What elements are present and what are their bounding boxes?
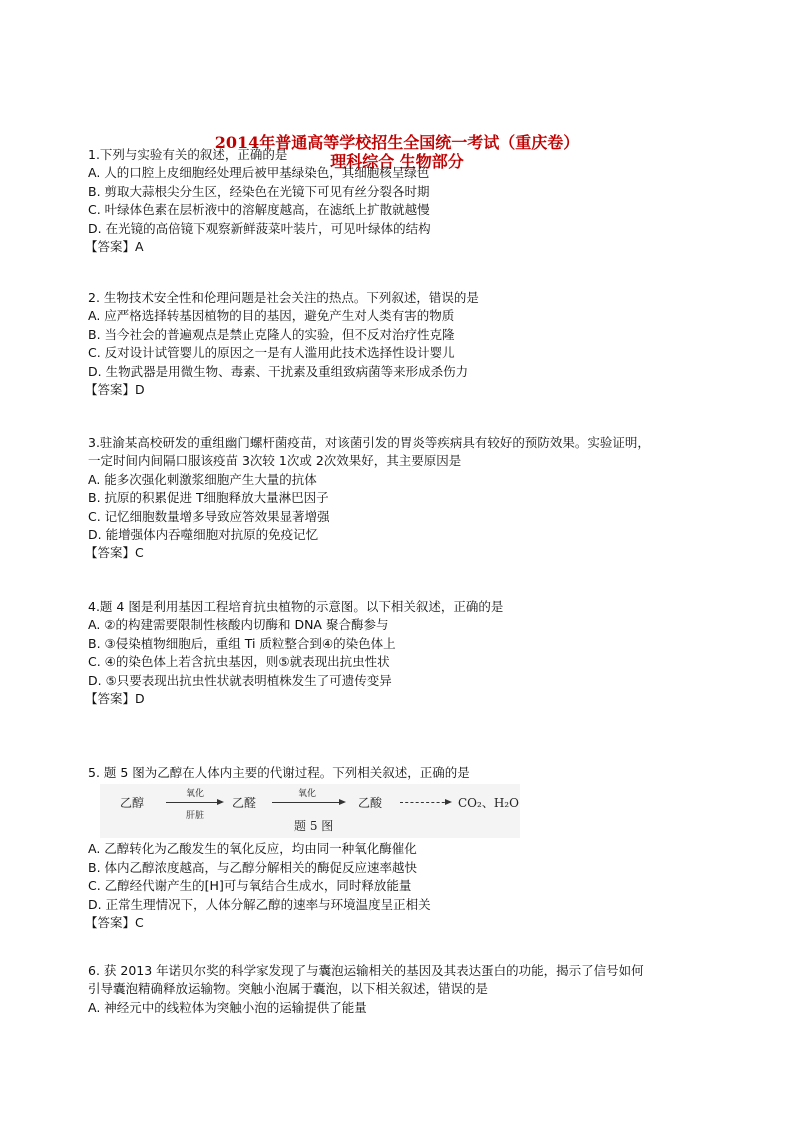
question-stem: 3.驻渝某高校研发的重组幽门螺杆菌疫苗，对该菌引发的胃炎等疾病具有较好的预防效果。实验证明， bbox=[88, 435, 650, 450]
question-6 bbox=[88, 962, 728, 1017]
option-b: B. 当今社会的普遍观点是禁止克隆人的实验，但不反对治疗性克隆 bbox=[88, 326, 455, 342]
option-a: A. 应严格选择转基因植物的目的基因，避免产生对人类有害的物质 bbox=[88, 308, 455, 324]
page-title: 2014年普通高等学校招生全国统一考试（重庆卷） bbox=[214, 133, 580, 152]
figure-node-acetaldehyde: 乙醛 bbox=[232, 796, 257, 811]
figure-label: 氧化 bbox=[186, 789, 205, 800]
option-a: A. 人的口腔上皮细胞经处理后被甲基绿染色，其细胞核呈绿色 bbox=[88, 165, 430, 181]
option-d: D. 正常生理情况下，人体分解乙醇的速率与环境温度呈正相关 bbox=[88, 896, 431, 912]
option-d: D. 在光镜的高倍镜下观察新鲜菠菜叶装片，可见叶绿体的结构 bbox=[88, 220, 431, 236]
question-3 bbox=[85, 434, 728, 563]
option-c: C. 反对设计试管婴儿的原因之一是有人滥用此技术选择性设计婴儿 bbox=[88, 345, 455, 361]
option-b: B. 剪取大蒜根尖分生区，经染色在光镜下可见有丝分裂各时期 bbox=[88, 183, 430, 199]
metabolism-figure bbox=[100, 784, 520, 838]
page-subtitle: 理科综合 生物部分 bbox=[330, 152, 464, 171]
question-4 bbox=[85, 598, 728, 708]
figure-node-products: CO₂、H₂O bbox=[458, 796, 519, 811]
figure-node-acetic-acid: 乙酸 bbox=[358, 796, 383, 811]
figure-caption: 题 5 图 bbox=[294, 819, 334, 834]
option-b: B. ③侵染植物细胞后，重组 Ti 质粒整合到④的染色体上 bbox=[88, 635, 396, 651]
question-2 bbox=[85, 289, 728, 399]
question-stem-2: 一定时间内间隔口服该疫苗 3次较 1次或 2次效果好，其主要原因是 bbox=[88, 453, 462, 469]
option-c: C. ④的染色体上若含抗虫基因，则⑤就表现出抗虫性状 bbox=[88, 654, 390, 670]
arrow-icon bbox=[272, 802, 344, 803]
question-stem: 5. 题 5 图为乙醇在人体内主要的代谢过程。下列相关叙述，正确的是 bbox=[88, 765, 470, 780]
option-d: D. 生物武器是用微生物、毒素、干扰素及重组致病菌等来形成杀伤力 bbox=[88, 363, 469, 379]
option-c: C. 记忆细胞数量增多导致应答效果显著增强 bbox=[88, 508, 330, 524]
question-5 bbox=[85, 764, 728, 932]
answer: 【答案】C bbox=[85, 545, 144, 561]
dashed-arrow-icon bbox=[400, 802, 450, 803]
answer: 【答案】D bbox=[85, 382, 145, 398]
option-b: B. 体内乙醇浓度越高，与乙醇分解相关的酶促反应速率越快 bbox=[88, 859, 418, 875]
figure-label: 氧化 bbox=[298, 789, 317, 800]
question-stem: 1.下列与实验有关的叙述，正确的是 bbox=[88, 147, 288, 162]
question-stem: 6. 获 2013 年诺贝尔奖的科学家发现了与囊泡运输相关的基因及其表达蛋白的功能，揭示了信号如何 bbox=[88, 963, 644, 978]
answer: 【答案】D bbox=[85, 691, 145, 707]
answer: 【答案】C bbox=[85, 915, 144, 931]
question-stem: 4.题 4 图是利用基因工程培育抗虫植物的示意图。以下相关叙述，正确的是 bbox=[88, 599, 504, 614]
question-1 bbox=[85, 146, 728, 256]
option-a: A. ②的构建需要限制性核酸内切酶和 DNA 聚合酶参与 bbox=[88, 617, 389, 633]
question-stem: 2. 生物技术安全性和伦理问题是社会关注的热点。下列叙述，错误的是 bbox=[88, 290, 479, 305]
question-stem-2: 引导囊泡精确释放运输物。突触小泡属于囊泡，以下相关叙述，错误的是 bbox=[88, 981, 489, 997]
option-a: A. 乙醇转化为乙酸发生的氧化反应，均由同一种氧化酶催化 bbox=[88, 841, 417, 857]
option-b: B. 抗原的积累促进 T细胞释放大量淋巴因子 bbox=[88, 490, 329, 506]
option-a: A. 神经元中的线粒体为突触小泡的运输提供了能量 bbox=[88, 999, 367, 1015]
option-d: D. ⑤只要表现出抗虫性状就表明植株发生了可遗传变异 bbox=[88, 672, 392, 688]
option-a: A. 能多次强化刺激浆细胞产生大量的抗体 bbox=[88, 471, 317, 487]
option-d: D. 能增强体内吞噬细胞对抗原的免疫记忆 bbox=[88, 527, 319, 543]
answer: 【答案】A bbox=[85, 239, 144, 255]
option-c: C. 叶绿体色素在层析液中的溶解度越高，在滤纸上扩散就越慢 bbox=[88, 202, 430, 218]
arrow-icon bbox=[166, 802, 222, 803]
figure-node-ethanol: 乙醇 bbox=[120, 796, 145, 811]
option-c: C. 乙醇经代谢产生的[H]可与氧结合生成水，同时释放能量 bbox=[88, 878, 412, 894]
figure-label: 肝脏 bbox=[186, 811, 205, 822]
